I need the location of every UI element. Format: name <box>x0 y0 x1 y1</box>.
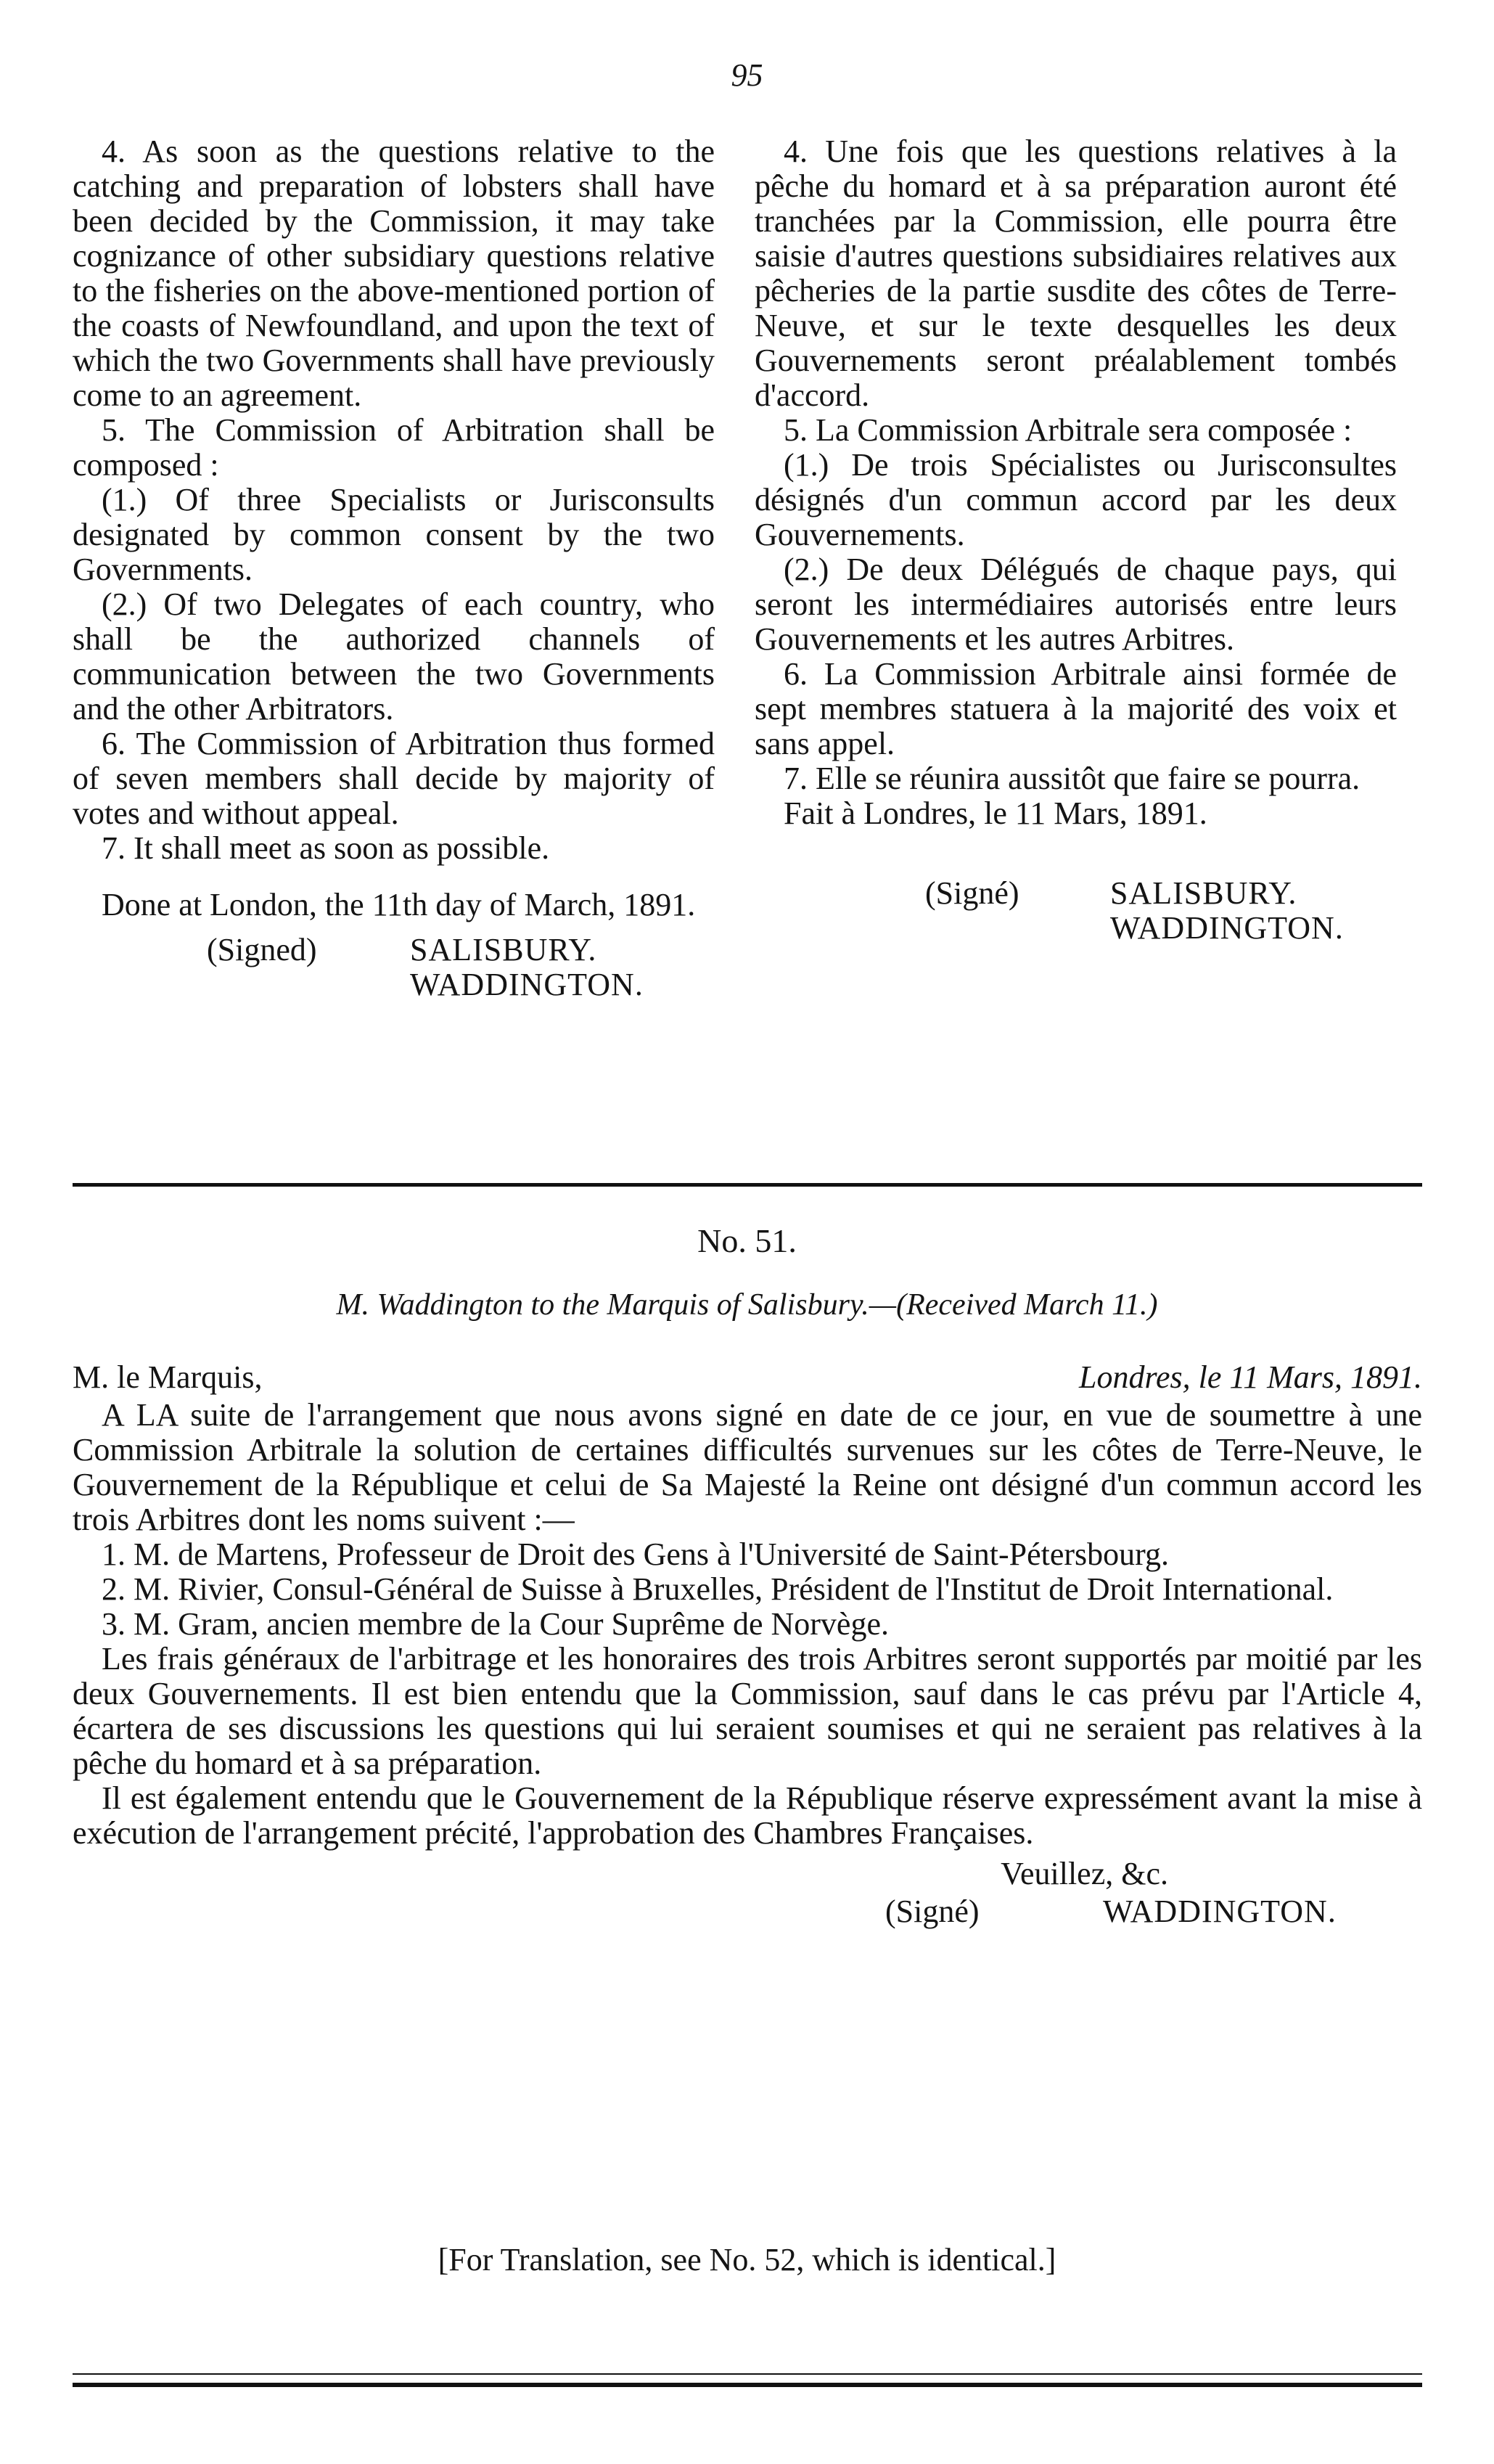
letter-paragraph: 3. M. Gram, ancien membre de la Cour Suprême de Norvège. <box>102 1606 889 1642</box>
english-signatory-salisbury: SALISBURY. <box>410 932 597 967</box>
translation-note: [For Translation, see No. 52, which is identical.] <box>438 2242 1056 2277</box>
letter-signature <box>73 1894 1422 1932</box>
letter-heading: M. Waddington to the Marquis of Salisbury.—(Received March 11.) <box>336 1288 1158 1322</box>
french-paragraph: (1.) De trois Spécialistes ou Jurisconsultes désignés d'un commun accord par les deux Gouvernements. <box>755 447 1397 552</box>
french-signatory-salisbury: SALISBURY. <box>1110 875 1297 911</box>
salutation-row <box>73 1360 1422 1398</box>
letter-paragraph: Il est également entendu que le Gouvernement de la République réserve expressément avant la mise à exécution de l'arrangement précité, l'approbation des Chambres Françaises. <box>73 1780 1422 1851</box>
letter-paragraph: 2. M. Rivier, Consul-Général de Suisse à Bruxelles, Président de l'Institut de Droit International. <box>102 1571 1334 1607</box>
french-signature-block <box>755 876 1397 950</box>
footer-rule-thick <box>73 2383 1422 2387</box>
page-number: 95 <box>731 57 763 93</box>
letter-body <box>73 1360 1422 1932</box>
french-paragraph: 7. Elle se réunira aussitôt que faire se pourra. <box>784 761 1360 796</box>
english-signatory-waddington: WADDINGTON. <box>410 967 644 1002</box>
english-paragraph: 4. As soon as the questions relative to the catching and preparation of lobsters shall have been decided by the Commission, it may take cognizance of other subsidiary questions relative to the fisheries on the above-mentioned portion of the coasts of Newfoundland, and upon the text of which the two Governments shall have previously come to an agreement. <box>73 134 715 413</box>
letter-paragraph: Les frais généraux de l'arbitrage et les honoraires des trois Arbitres seront supportés par moitié par les deux Gouvernements. Il est bien entendu que la Commission, sauf dans le cas prévu par l'Article 4, écartera de ses discussions les questions qui lui seraient soumises et qui ne seraient pas relatives à la pêche du homard et à sa préparation. <box>73 1641 1422 1781</box>
french-paragraph: 5. La Commission Arbitrale sera composée : <box>784 412 1353 448</box>
english-paragraph: (1.) Of three Specialists or Jurisconsults designated by common consent by the two Governments. <box>73 482 715 587</box>
section-divider <box>73 1183 1422 1187</box>
letter-paragraph: 1. M. de Martens, Professeur de Droit des Gens à l'Université de Saint-Pétersbourg. <box>102 1536 1170 1572</box>
french-signatory-waddington: WADDINGTON. <box>1110 910 1344 946</box>
french-paragraph: (2.) De deux Délégués de chaque pays, qui seront les intermédiaires autorisés entre leurs Gouvernements et les autres Arbitres. <box>755 552 1397 657</box>
letter-signed-label: (Signé) <box>885 1894 980 1929</box>
english-column <box>73 134 715 1007</box>
french-done-at: Fait à Londres, le 11 Mars, 1891. <box>784 795 1207 831</box>
letter-date: Londres, le 11 Mars, 1891. <box>1079 1359 1422 1395</box>
english-paragraph: 6. The Commission of Arbitration thus formed of seven members shall decide by majority of votes and without appeal. <box>73 726 715 831</box>
english-done-at: Done at London, the 11th day of March, 1891. <box>102 887 696 922</box>
english-signed-label: (Signed) <box>207 932 317 967</box>
french-paragraph: 4. Une fois que les questions relatives à la pêche du homard et à sa préparation auront été tranchées par la Commission, elle pourra être saisie d'autres questions subsidiaires relatives aux pêcheries de la partie susdite des côtes de Terre-Neuve, et sur le texte desquelles les deux Gouvernements seront préalablement tombés d'accord. <box>755 134 1397 413</box>
salutation: M. le Marquis, <box>73 1359 263 1395</box>
letter-closing: Veuillez, &c. <box>1001 1856 1168 1891</box>
english-signature-block <box>73 933 715 1007</box>
letter-paragraph: A LA suite de l'arrangement que nous avons signé en date de ce jour, en vue de soumettre à une Commission Arbitrale la solution de certaines difficultés survenues sur les côtes de Terre-Neuve, le Gouvernement de la République et celui de Sa Majesté la Reine ont désigné d'un commun accord les trois Arbitres dont les noms suivent :— <box>73 1397 1422 1537</box>
english-paragraph: 5. The Commission of Arbitration shall be composed : <box>73 412 715 483</box>
french-signed-label: (Signé) <box>925 875 1019 911</box>
english-paragraph: 7. It shall meet as soon as possible. <box>102 830 550 866</box>
french-paragraph: 6. La Commission Arbitrale ainsi formée de sept membres statuera à la majorité des voix et sans appel. <box>755 656 1397 761</box>
footer-rule-thin <box>73 2373 1422 2375</box>
letter-signatory: WADDINGTON. <box>1103 1894 1337 1929</box>
english-paragraph: (2.) Of two Delegates of each country, who shall be the authorized channels of communication between the two Governments and the other Arbitrators. <box>73 586 715 726</box>
french-column <box>755 134 1397 950</box>
document-number: No. 51. <box>697 1222 797 1259</box>
